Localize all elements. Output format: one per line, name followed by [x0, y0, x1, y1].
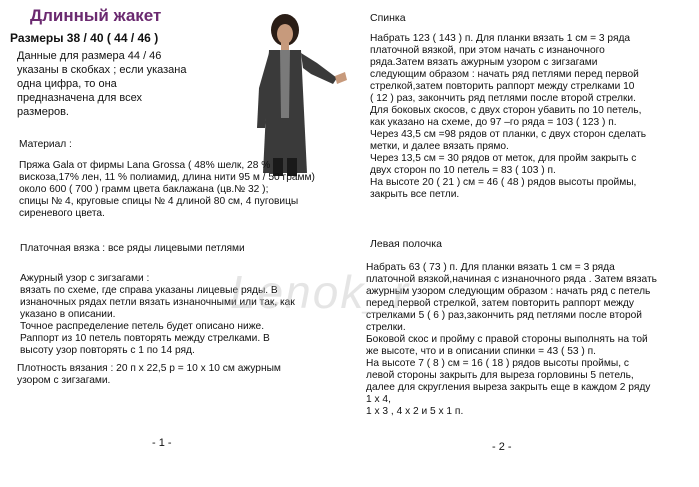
spinka-text	[370, 33, 646, 201]
spinka-line: Набрать 123 ( 143 ) п. Для планки вязать 1 см = 3 ряда	[370, 33, 631, 44]
levaya-line: стрелками 5 ( 6 ) раз,закончить ряд петлями после второй	[366, 310, 642, 321]
spinka-line: закрыть все петли.	[370, 189, 460, 200]
density-line: Плотность вязания : 20 п х 22,5 р = 10 х 10 см ажурным	[17, 363, 281, 374]
material-heading: Материал :	[19, 139, 72, 150]
density-line: узором с зигзагами.	[17, 375, 111, 386]
azhur-line: Раппорт из 10 петель повторять между стрелками. В	[20, 333, 270, 344]
material-line: спицы № 4, круговые спицы № 4 длиной 80 см, 4 пуговицы	[19, 196, 299, 207]
levaya-line: перед первой стрелкой, затем повторить раппорт между	[366, 298, 634, 309]
levaya-line: же высоте, что и в описании спинки = 43 ( 53 ) п.	[366, 346, 596, 357]
intro-text	[17, 49, 227, 119]
levaya-line: далее для скругления выреза закрыть еще в каждом 2 ряду	[366, 382, 651, 393]
intro-line: одна цифра, то она	[17, 78, 117, 90]
sizes-heading: Размеры 38 / 40 ( 44 / 46 )	[10, 31, 159, 45]
platochnaya-text: Платочная вязка : все ряды лицевыми петлями	[20, 243, 245, 254]
material-line: около 600 ( 700 ) грамм цвета баклажана (цв.№ 32 );	[19, 184, 269, 195]
azhur-line: вязать по схеме, где справа указаны лицевые ряды. В	[20, 285, 278, 296]
spinka-line: платочной вязкой, при этом начать с изнаночного	[370, 45, 605, 56]
levaya-line: стрелки.	[366, 322, 406, 333]
page-number-1: - 1 -	[152, 437, 172, 449]
levaya-line: Боковой скос и пройму с правой стороны выполнять на той	[366, 334, 648, 345]
levaya-line: 1 х 3 , 4 х 2 и 5 х 1 п.	[366, 406, 464, 417]
model-photo	[245, 8, 355, 178]
material-line: Пряжа Gala от фирмы Lana Grossa ( 48% шелк, 28 %	[19, 160, 271, 171]
levaya-line: Набрать 63 ( 73 ) п. Для планки вязать 1 см = 3 ряда	[366, 262, 615, 273]
spinka-line: стрелкой,затем повторить раппорт между стрелками 10	[370, 81, 635, 92]
spinka-line: двух сторон по 10 петель = 83 ( 103 ) п.	[370, 165, 556, 176]
azhur-line: Точное распределение петель будет описано ниже.	[20, 321, 265, 332]
levaya-line: левой стороны закрыть для выреза горловины 5 петель,	[366, 370, 634, 381]
spinka-line: Через 43,5 см =98 рядов от планки, с двух сторон сделать	[370, 129, 647, 140]
levaya-line: платочной вязкой,начиная с изнаночного ряда . Затем вязать	[366, 274, 657, 285]
material-line: сиреневого цвета.	[19, 208, 105, 219]
spinka-line: Для боковых скосов, с двух сторон убавить по 10 петель,	[370, 105, 642, 116]
levaya-line: ажурным узором следующим образом : начать ряд с петель	[366, 286, 651, 297]
material-line: вискоза,17% лен, 11 % полиамид, длина нити 95 м / 50 грамм)	[19, 172, 315, 183]
page-title: Длинный жакет	[30, 6, 162, 25]
material-text	[19, 160, 315, 220]
density-text	[17, 363, 281, 387]
spinka-line: ( 12 ) раз, закончить ряд петлями после второй стрелки.	[370, 93, 636, 104]
spinka-heading: Спинка	[370, 12, 406, 24]
levaya-line: 1 х 4,	[366, 394, 391, 405]
spinka-line: На высоте 20 ( 21 ) см = 46 ( 48 ) рядов высоты проймы,	[370, 177, 637, 188]
intro-line: предназначена для всех	[17, 92, 142, 104]
spinka-line: следующим образом : начать ряд петлями перед первой	[370, 69, 639, 80]
azhur-heading: Ажурный узор с зигзагами :	[20, 273, 150, 284]
page-number-2: - 2 -	[492, 441, 512, 453]
intro-line: Данные для размера 44 / 46	[17, 50, 162, 62]
intro-line: указаны в скобках ; если указана	[17, 64, 187, 76]
azhur-line: высоту узор повторять с 1 по 14 ряд.	[20, 345, 195, 356]
intro-line: размеров.	[17, 106, 69, 118]
spinka-line: как указано на схеме, до 97 –го ряда = 103 ( 123 ) п.	[370, 117, 617, 128]
spinka-line: метки, и далее вязать прямо.	[370, 141, 509, 152]
spinka-line: ряда.Затем вязать ажурным узором с зигзагами	[370, 57, 598, 68]
watermark: Lenok_r	[230, 266, 411, 318]
spinka-line: Через 13,5 см = 30 рядов от меток, для пройм закрыть с	[370, 153, 637, 164]
azhur-line: изнаночных рядах петли вязать изнаночными или так, как	[20, 297, 295, 308]
levaya-line: На высоте 7 ( 8 ) см = 16 ( 18 ) рядов высоты проймы, с	[366, 358, 629, 369]
azhur-line: указано в описании.	[20, 309, 116, 320]
levaya-heading: Левая полочка	[370, 238, 442, 250]
